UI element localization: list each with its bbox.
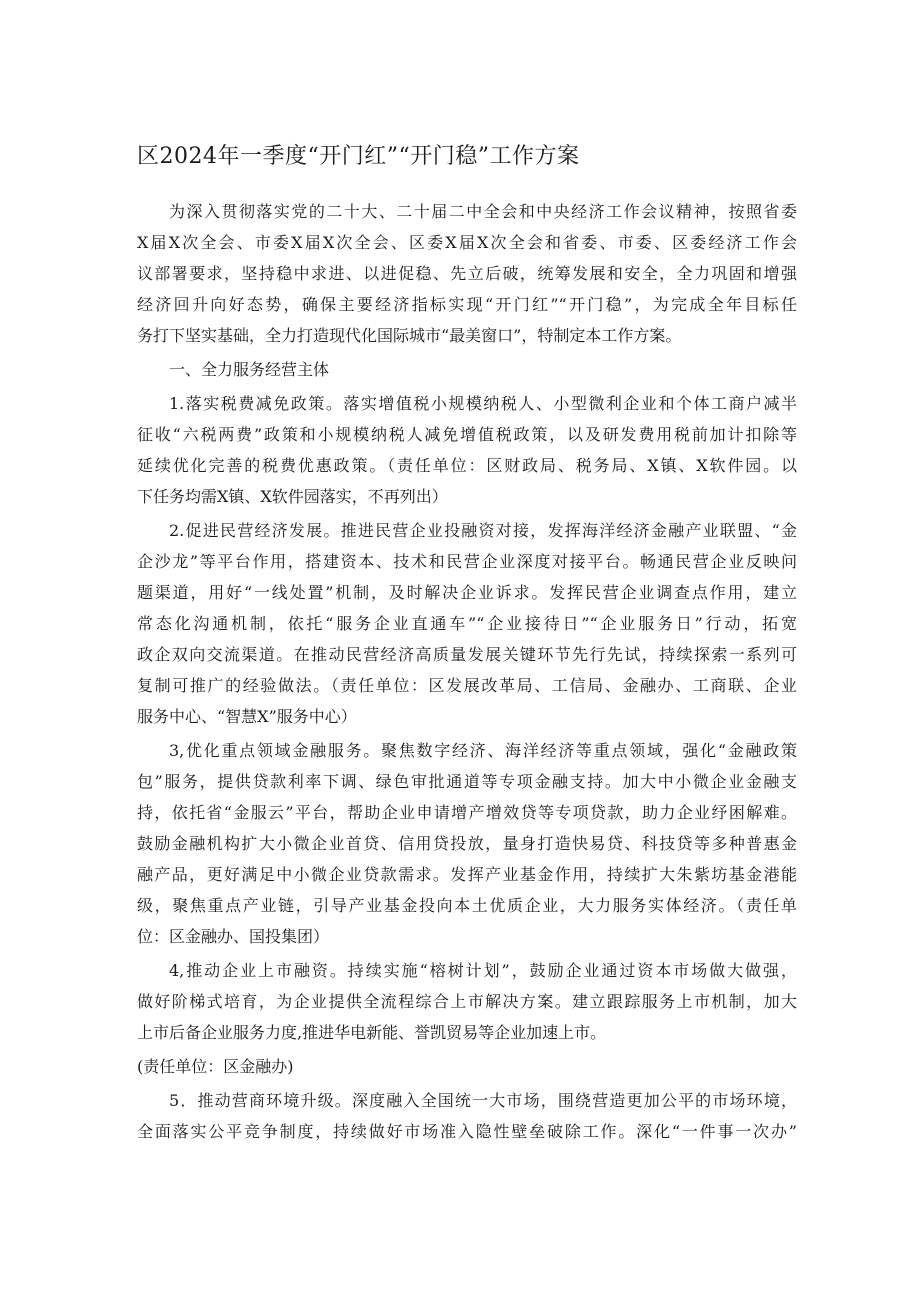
text-line: 3,优化重点领域金融服务。聚焦数字经济、海洋经济等重点领域，强化“金融政策 bbox=[169, 741, 797, 760]
text-line: 鼓励金融机构扩大小微企业首贷、信用贷投放，量身打造快易贷、科技贷等多种普惠金 bbox=[137, 834, 797, 853]
text-line: 为深入贯彻落实党的二十大、二十届二中全会和中央经济工作会议精神，按照省委 bbox=[169, 202, 797, 221]
text-line: 务打下坚实基础，全力打造现代化国际城市“最美窗口”，特制定本工作方案。 bbox=[137, 326, 682, 345]
text-line: 上市后备企业服务力度,推进华电新能、誉凯贸易等企业加速上市。 bbox=[137, 1023, 607, 1042]
text-line: 延续优化完善的税费优惠政策。（责任单位：区财政局、税务局、X镇、X软件园。以 bbox=[137, 456, 797, 475]
text-line: (责任单位：区金融办) bbox=[137, 1057, 294, 1076]
text-line: 常态化沟通机制，依托“服务企业直通车”“企业接待日”“企业服务日”行动，拓宽 bbox=[137, 614, 797, 633]
paragraph bbox=[137, 196, 797, 351]
text-line: 融产品，更好满足中小微企业贷款需求。发挥产业基金作用，持续扩大朱紫坊基金港能 bbox=[137, 865, 797, 884]
paragraph bbox=[137, 955, 797, 1048]
text-line: 政企双向交流渠道。在推动民营经济高质量发展关键环节先行先试，持续探索一系列可 bbox=[137, 645, 797, 664]
paragraph bbox=[137, 515, 797, 732]
text-line: 征收“六税两费”政策和小规模纳税人减免增值税政策，以及研发费用税前加计扣除等 bbox=[137, 425, 797, 444]
text-line: 议部署要求，坚持稳中求进、以进促稳、先立后破，统筹发展和安全，全力巩固和增强 bbox=[137, 264, 797, 283]
text-line: 全面落实公平竞争制度，持续做好市场准入隐性壁垒破除工作。深化“一件事一次办” bbox=[137, 1122, 797, 1141]
document-title: 区2024年一季度“开门红”“开门稳”工作方案 bbox=[137, 144, 580, 169]
text-line: 题渠道，用好“一线处置”机制，及时解决企业诉求。发挥民营企业调查点作用，建立 bbox=[137, 583, 797, 602]
paragraph bbox=[137, 388, 797, 512]
text-line: X届X次全会、市委X届X次全会、区委X届X次全会和省委、市委、区委经济工作会 bbox=[137, 233, 797, 252]
text-line: 一、全力服务经营主体 bbox=[169, 360, 330, 379]
text-line: 下任务均需X镇、X软件园落实，不再列出） bbox=[137, 487, 448, 506]
text-line: 级，聚焦重点产业链，引导产业基金投向本土优质企业，大力服务实体经济。（责任单 bbox=[137, 896, 797, 915]
text-line: 包”服务，提供贷款利率下调、绿色审批通道等专项金融支持。加大中小微企业金融支 bbox=[137, 772, 797, 791]
paragraph bbox=[137, 735, 797, 952]
text-line: 5．推动营商环境升级。深度融入全国统一大市场，围绕营造更加公平的市场环境， bbox=[169, 1091, 797, 1110]
document-body bbox=[137, 196, 797, 1147]
text-line: 持，依托省“金服云”平台，帮助企业申请增产增效贷等专项贷款，助力企业纾困解难。 bbox=[137, 803, 797, 822]
text-line: 位：区金融办、国投集团） bbox=[137, 927, 330, 946]
section-heading bbox=[137, 354, 797, 385]
text-line: 1.落实税费减免政策。落实增值税小规模纳税人、小型微利企业和个体工商户减半 bbox=[169, 394, 797, 413]
text-line: 经济回升向好态势，确保主要经济指标实现“开门红”“开门稳”，为完成全年目标任 bbox=[137, 295, 797, 314]
text-line: 4,推动企业上市融资。持续实施“榕树计划”，鼓励企业通过资本市场做大做强， bbox=[169, 961, 797, 980]
text-line: 企沙龙”等平台作用，搭建资本、技术和民营企业深度对接平台。畅通民营企业反映问 bbox=[137, 552, 797, 571]
text-line: 服务中心、“智慧X”服务中心） bbox=[137, 707, 357, 726]
text-line: 2.促进民营经济发展。推进民营企业投融资对接，发挥海洋经济金融产业联盟、“金 bbox=[169, 521, 797, 540]
paragraph bbox=[137, 1051, 797, 1082]
text-line: 做好阶梯式培育，为企业提供全流程综合上市解决方案。建立跟踪服务上市机制，加大 bbox=[137, 992, 797, 1011]
paragraph bbox=[137, 1085, 797, 1147]
text-line: 复制可推广的经验做法。（责任单位：区发展改革局、工信局、金融办、工商联、企业 bbox=[137, 676, 797, 695]
